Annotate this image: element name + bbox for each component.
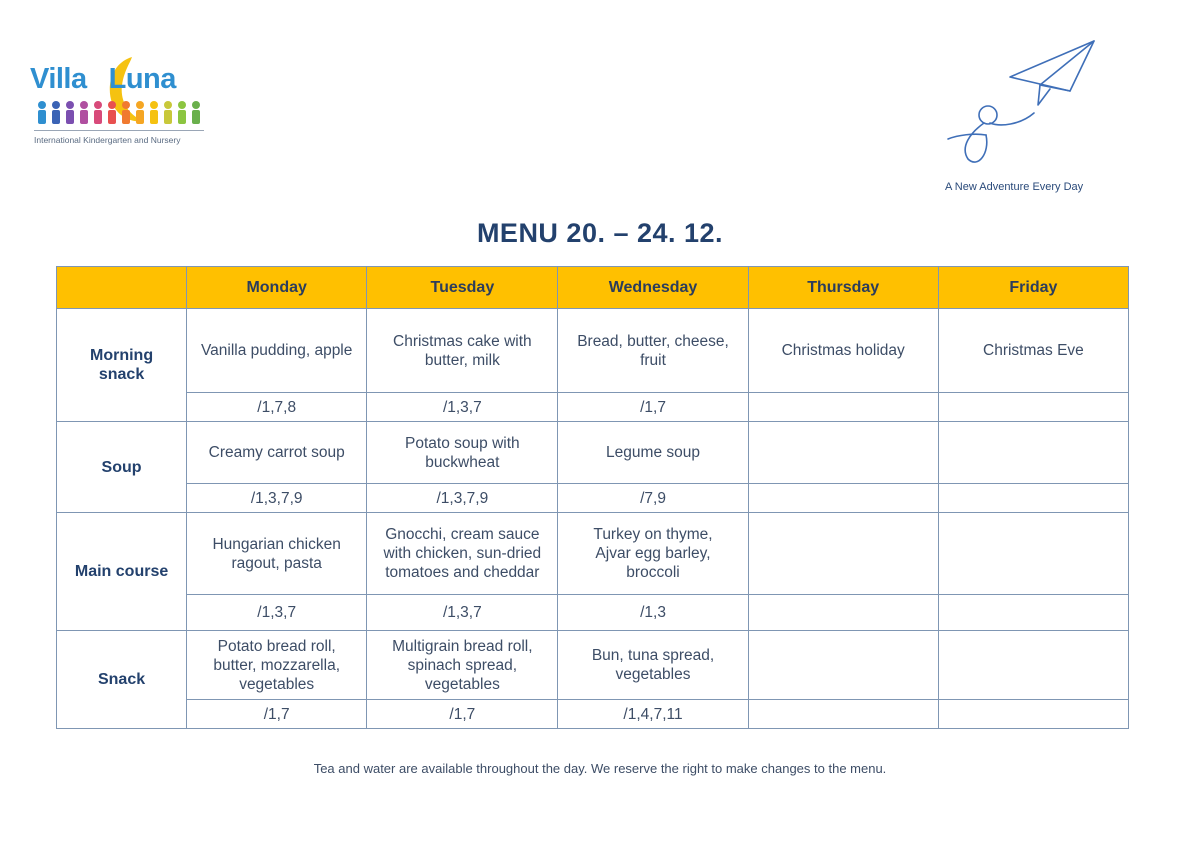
allergen-row	[57, 700, 1129, 729]
allergen-cell: /1,3,7	[367, 393, 558, 422]
allergen-cell: /1,7	[558, 393, 748, 422]
header-corner	[57, 267, 187, 309]
logo-wordmark	[30, 63, 176, 96]
dish-cell: Christmas cake with butter, milk	[367, 309, 558, 393]
allergen-row	[57, 393, 1129, 422]
allergen-cell: /1,7	[367, 700, 558, 729]
dish-cell	[938, 422, 1128, 484]
dish-cell: Hungarian chicken ragout, pasta	[187, 513, 367, 595]
logo-word-luna: Luna	[108, 63, 176, 95]
allergen-cell: /1,4,7,11	[558, 700, 748, 729]
dish-cell: Legume soup	[558, 422, 748, 484]
dish-cell: Bun, tuna spread, vegetables	[558, 631, 748, 700]
children-figures-icon	[34, 99, 208, 127]
dish-row	[57, 309, 1129, 393]
dish-cell: Potato bread roll, butter, mozzarella, vegetables	[187, 631, 367, 700]
dish-cell: Bread, butter, cheese, fruit	[558, 309, 748, 393]
footer-note: Tea and water are available throughout the day. We reserve the right to make changes to the menu.	[313, 761, 887, 776]
paper-plane-icon	[940, 35, 1110, 175]
day-header: Tuesday	[367, 267, 558, 309]
category-label: Main course	[57, 513, 187, 631]
allergen-cell: /7,9	[558, 484, 748, 513]
logo-word-villa: Villa	[30, 63, 87, 95]
dish-cell: Christmas Eve	[938, 309, 1128, 393]
allergen-row	[57, 595, 1129, 631]
day-header: Monday	[187, 267, 367, 309]
allergen-cell: /1,3,7,9	[367, 484, 558, 513]
villa-luna-logo	[30, 55, 210, 150]
tagline: A New Adventure Every Day	[945, 181, 1084, 193]
dish-cell	[748, 631, 938, 700]
dish-cell	[938, 513, 1128, 595]
dish-cell: Turkey on thyme, Ajvar egg barley, broccoli	[558, 513, 748, 595]
allergen-cell	[938, 700, 1128, 729]
allergen-cell	[748, 393, 938, 422]
dish-cell	[938, 631, 1128, 700]
dish-cell: Vanilla pudding, apple	[187, 309, 367, 393]
day-header: Wednesday	[558, 267, 748, 309]
allergen-cell	[938, 393, 1128, 422]
dish-cell: Multigrain bread roll, spinach spread, vegetables	[367, 631, 558, 700]
header-row	[57, 267, 1129, 309]
menu-table	[56, 266, 1129, 729]
dish-cell	[748, 422, 938, 484]
page-title: MENU 20. – 24. 12.	[476, 218, 724, 248]
allergen-cell	[938, 595, 1128, 631]
logo-divider	[34, 130, 204, 131]
allergen-row	[57, 484, 1129, 513]
day-header: Thursday	[748, 267, 938, 309]
category-label: Morning snack	[57, 309, 187, 422]
dish-row	[57, 422, 1129, 484]
category-label: Soup	[57, 422, 187, 513]
allergen-cell: /1,7,8	[187, 393, 367, 422]
day-header: Friday	[938, 267, 1128, 309]
dish-row	[57, 631, 1129, 700]
dish-cell: Gnocchi, cream sauce with chicken, sun-dried tomatoes and cheddar	[367, 513, 558, 595]
allergen-cell: /1,3,7	[367, 595, 558, 631]
allergen-cell	[938, 484, 1128, 513]
allergen-cell	[748, 700, 938, 729]
dish-cell: Creamy carrot soup	[187, 422, 367, 484]
dish-row	[57, 513, 1129, 595]
dish-cell: Christmas holiday	[748, 309, 938, 393]
allergen-cell: /1,3,7	[187, 595, 367, 631]
dish-cell	[748, 513, 938, 595]
allergen-cell: /1,3,7,9	[187, 484, 367, 513]
category-label: Snack	[57, 631, 187, 729]
allergen-cell	[748, 484, 938, 513]
allergen-cell: /1,7	[187, 700, 367, 729]
allergen-cell	[748, 595, 938, 631]
dish-cell: Potato soup with buckwheat	[367, 422, 558, 484]
logo-subtitle: International Kindergarten and Nursery	[34, 135, 181, 145]
allergen-cell: /1,3	[558, 595, 748, 631]
